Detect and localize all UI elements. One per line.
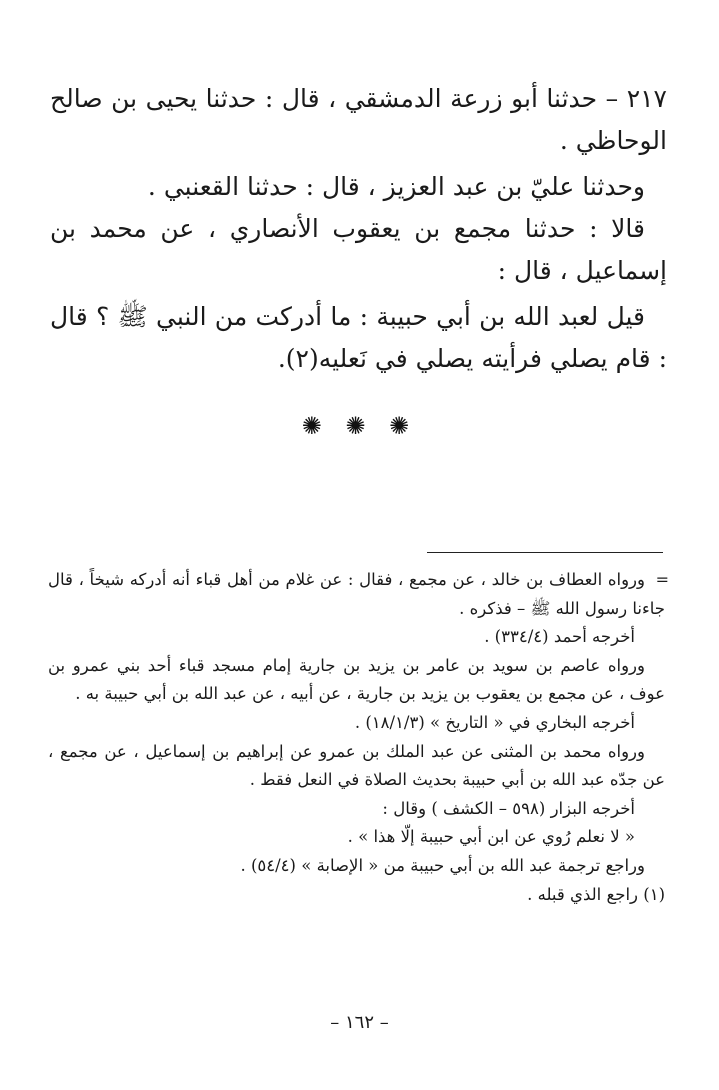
footnote-line: وراجع ترجمة عبد الله بن أبي حبيبة من « الإصابة » (٥٤/٤) . xyxy=(240,855,645,875)
page-number: – ١٦٢ – xyxy=(330,1012,389,1033)
footnotes xyxy=(48,566,669,909)
footnote-line: أخرجه أحمد (٣٣٤/٤) . xyxy=(484,627,635,647)
hadith-paragraph-1: ٢١٧ – حدثنا أبو زرعة الدمشقي ، قال : حدثنا يحيى بن صالح الوحاظي . xyxy=(50,84,667,155)
footnote-line: « لا نعلم رُوي عن ابن أبي حبيبة إلّا هذا » . xyxy=(347,827,635,847)
footnote-line: ورواه العطاف بن خالد ، عن مجمع ، فقال : عن غلام من أهل قباء أنه أدركه شيخاً ، قال جاءنا رسول الله ﷺ – فذكره . xyxy=(48,570,665,618)
hadith-paragraph-4: قيل لعبد الله بن أبي حبيبة : ما أدركت من النبي ﷺ ؟ قال : قام يصلي فرأيته يصلي في نَعليه(٢). xyxy=(50,302,667,373)
footnote-line: ورواه عاصم بن سويد بن عامر بن يزيد بن جارية إمام مسجد قباء أحد بني عمرو بن عوف ، عن مجمع بن يعقوب بن يزيد بن جارية ، عن أبيه ، عن عبد الله بن أبي حبيبة به . xyxy=(48,655,665,704)
hadith-paragraph-3: قالا : حدثنا مجمع بن يعقوب الأنصاري ، عن محمد بن إسماعيل ، قال : xyxy=(50,214,667,285)
continuation-mark: = xyxy=(655,570,669,589)
footnote-1: (١) راجع الذي قبله . xyxy=(527,884,665,904)
footnote-line: أخرجه البخاري في « التاريخ » (١٨/١/٣) . xyxy=(354,712,635,732)
main-text xyxy=(50,78,667,380)
hadith-paragraph-2: وحدثنا عليّ بن عبد العزيز ، قال : حدثنا القعنبي . xyxy=(147,172,645,201)
section-ornament: ✺ ✺ ✺ xyxy=(301,412,418,440)
footnote-line: أخرجه البزار (٥٩٨ – الكشف ) وقال : xyxy=(382,798,635,818)
footnote-separator xyxy=(427,552,663,553)
footnote-line: ورواه محمد بن المثنى عن عبد الملك بن عمرو عن إبراهيم بن إسماعيل ، عن مجمع ، عن جدّه عبد الله بن أبي حبيبة بحديث الصلاة في النعل فقط . xyxy=(48,741,665,790)
